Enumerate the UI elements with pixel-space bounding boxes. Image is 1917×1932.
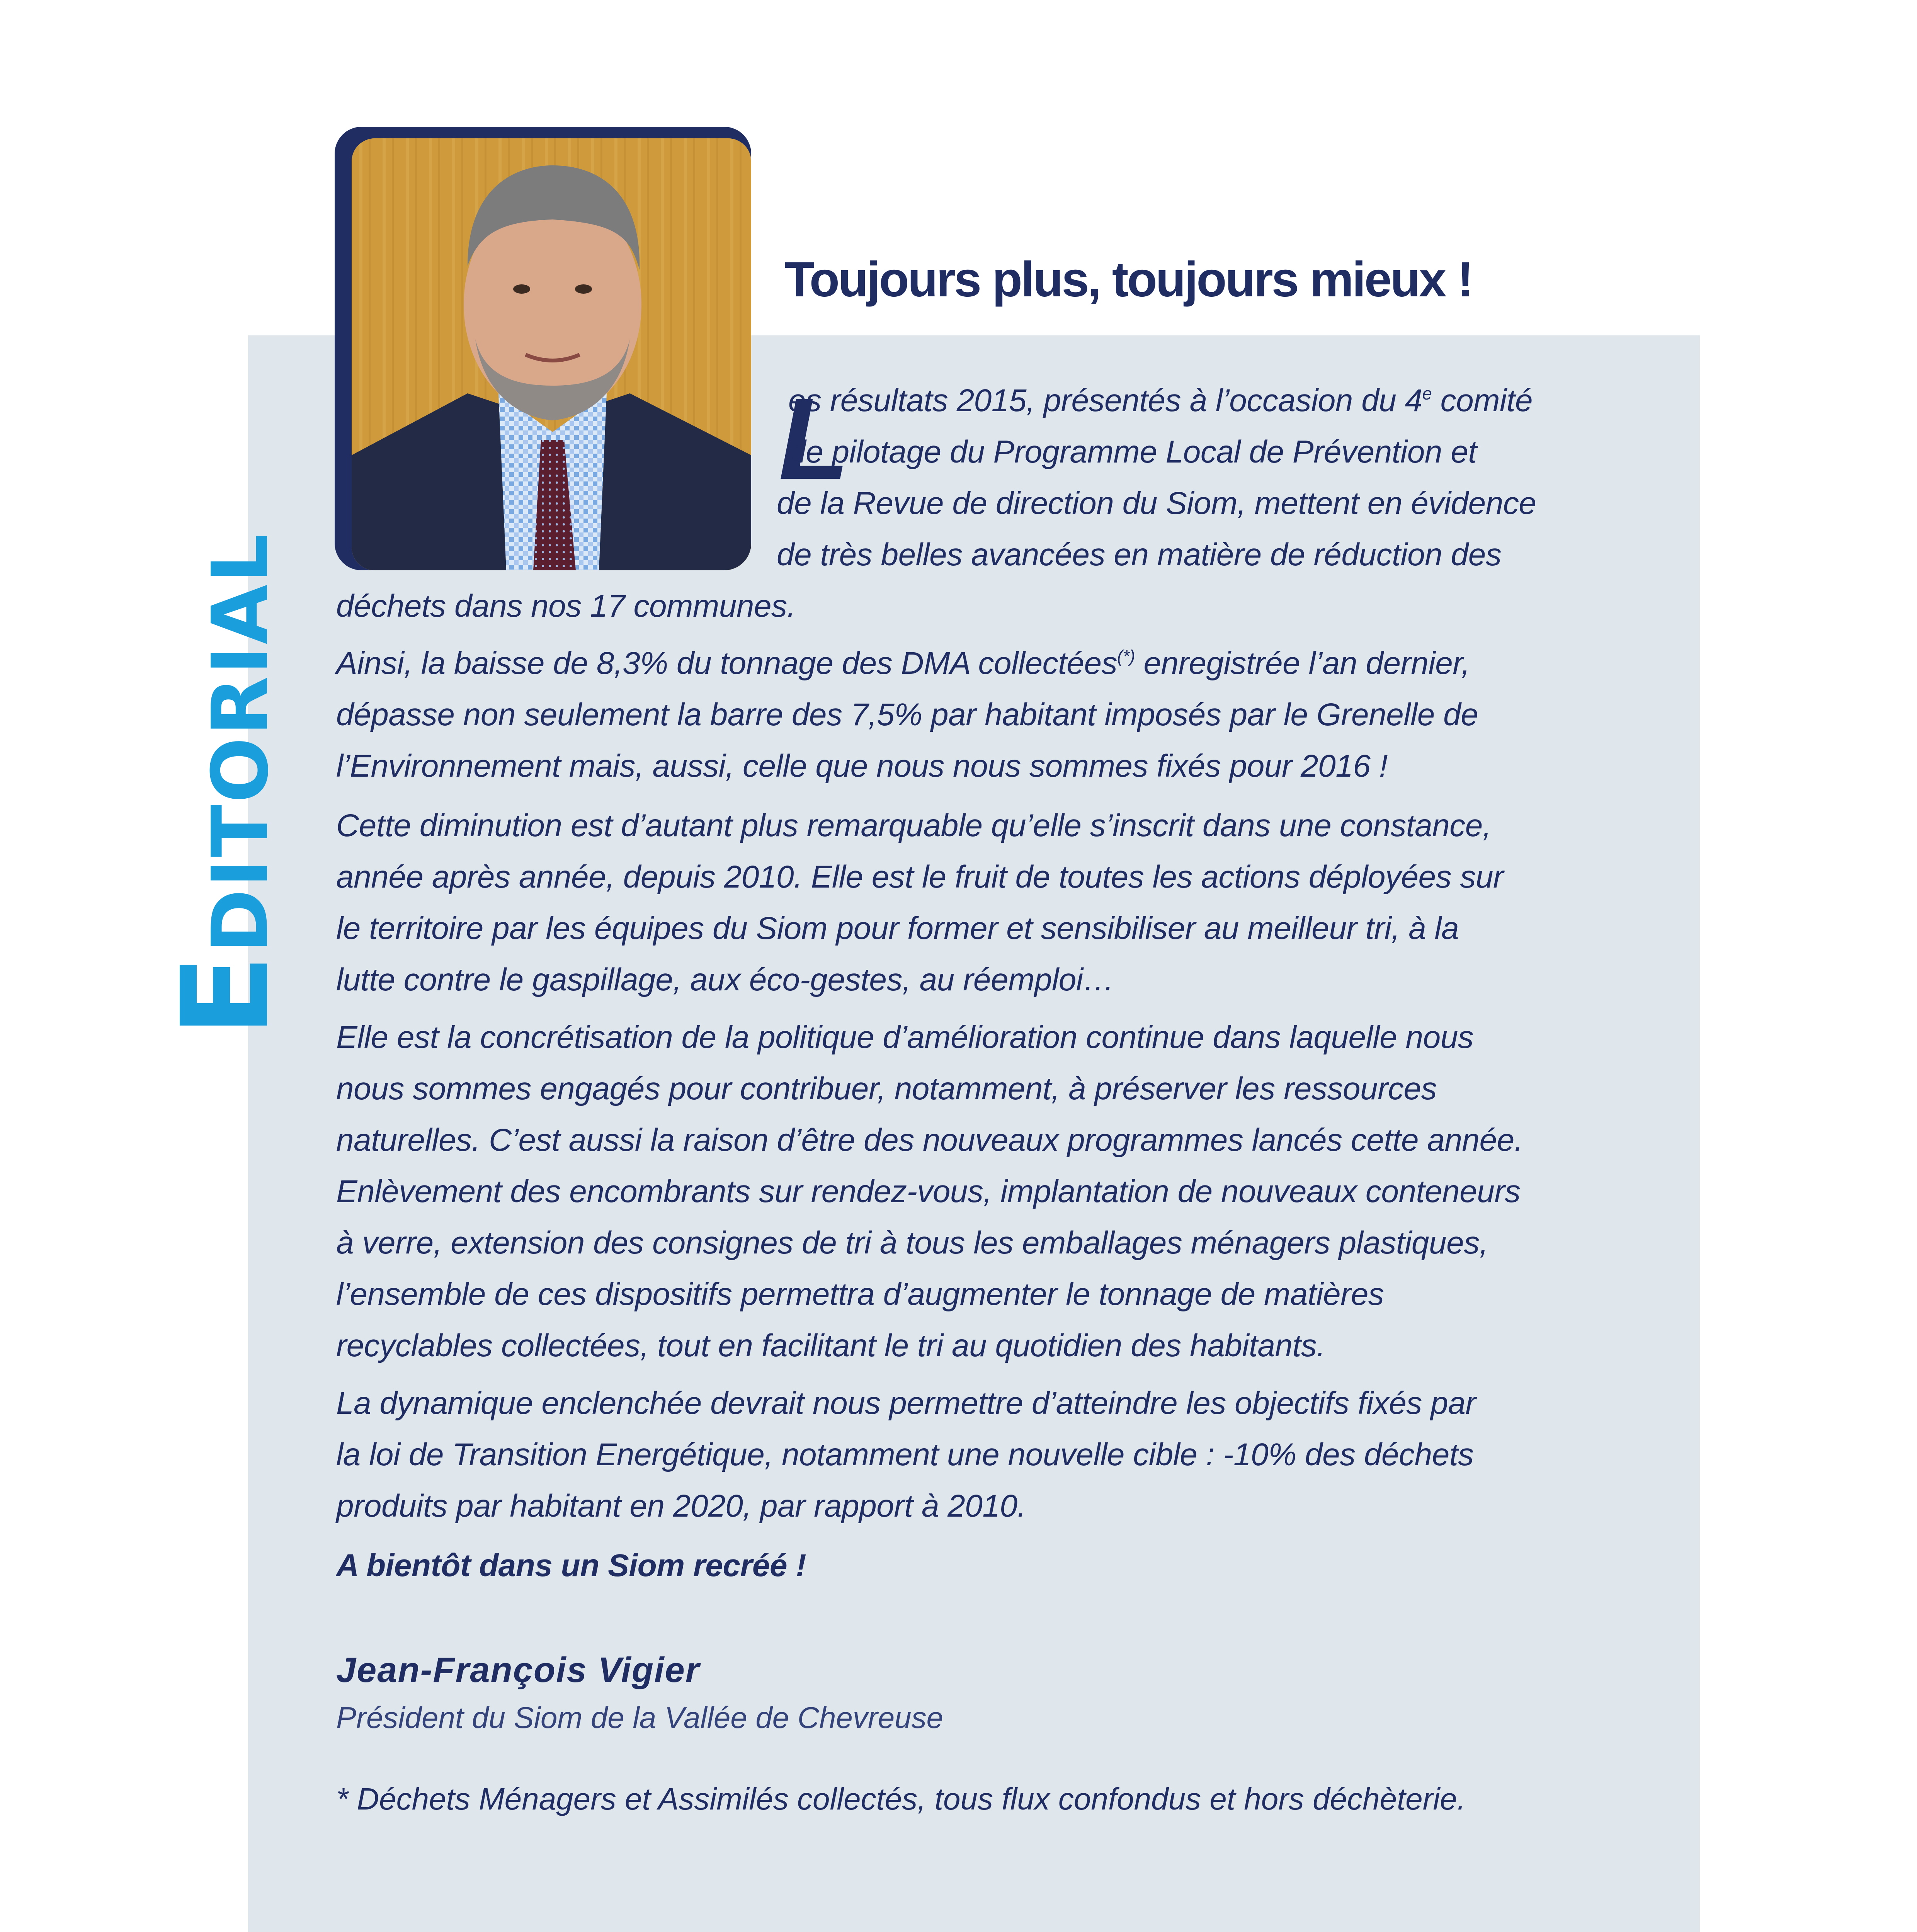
paragraph-line: l’ensemble de ces dispositifs permettra d’augmenter le tonnage de matières [336, 1277, 1384, 1312]
paragraph-line: Elle est la concrétisation de la politique d’amélioration continue dans laquelle nous [336, 1020, 1474, 1055]
portrait-frame [335, 127, 751, 570]
intro-line: de la Revue de direction du Siom, mettent en évidence [777, 486, 1536, 521]
portrait-illustration [352, 138, 751, 570]
paragraph-line: Enlèvement des encombrants sur rendez-vous, implantation de nouveaux conteneurs [336, 1174, 1521, 1209]
paragraph-line: lutte contre le gaspillage, aux éco-gestes, au réemploi… [336, 962, 1115, 997]
section-label-initial: E [156, 953, 296, 1037]
portrait-photo [352, 138, 751, 570]
paragraph-line: dépasse non seulement la barre des 7,5% par habitant imposés par le Grenelle de [336, 697, 1478, 732]
paragraph-line: La dynamique enclenchée devrait nous permettre d’atteindre les objectifs fixés par [336, 1386, 1476, 1421]
footnote: * Déchets Ménagers et Assimilés collectés, tous flux confondus et hors déchèterie. [336, 1782, 1466, 1816]
paragraph-line: Ainsi, la baisse de 8,3% du tonnage des DMA collectées(*) enregistrée l’an dernier, [336, 646, 1470, 681]
closing-line: A bientôt dans un Siom recréé ! [336, 1548, 806, 1583]
signature-name: Jean-François Vigier [336, 1650, 700, 1690]
paragraph-line: déchets dans nos 17 communes. [336, 588, 796, 624]
paragraph-line: nous sommes engagés pour contribuer, notamment, à préserver les ressources [336, 1071, 1437, 1106]
section-label-rest: DITORIAL [196, 532, 286, 953]
paragraph-line: naturelles. C’est aussi la raison d’être des nouveaux programmes lancés cette année. [336, 1122, 1523, 1158]
intro-line: de pilotage du Programme Local de Prévention et [788, 434, 1477, 469]
paragraph-line: à verre, extension des consignes de tri à tous les emballages ménagers plastiques, [336, 1225, 1488, 1260]
intro-line: de très belles avancées en matière de réduction des [777, 537, 1502, 572]
paragraph-line: recyclables collectées, tout en facilitant le tri au quotidien des habitants. [336, 1328, 1325, 1363]
paragraph-line: le territoire par les équipes du Siom pour former et sensibiliser au meilleur tri, à la [336, 911, 1459, 946]
paragraph-line: Cette diminution est d’autant plus remarquable qu’elle s’inscrit dans une constance, [336, 808, 1492, 843]
drop-cap: L [779, 374, 850, 503]
paragraph-line: produits par habitant en 2020, par rapport à 2010. [336, 1488, 1026, 1524]
section-label-editorial [156, 532, 296, 1037]
page-title: Toujours plus, toujours mieux ! [784, 252, 1472, 307]
paragraph-line: la loi de Transition Energétique, notamment une nouvelle cible : -10% des déchets [336, 1437, 1474, 1472]
signature-role: Président du Siom de la Vallée de Chevreuse [336, 1701, 944, 1735]
intro-line: es résultats 2015, présentés à l’occasion du 4e comité [788, 383, 1533, 418]
paragraph-line: année après année, depuis 2010. Elle est le fruit de toutes les actions déployées sur [336, 859, 1504, 895]
paragraph-line: l’Environnement mais, aussi, celle que nous nous sommes fixés pour 2016 ! [336, 748, 1388, 784]
